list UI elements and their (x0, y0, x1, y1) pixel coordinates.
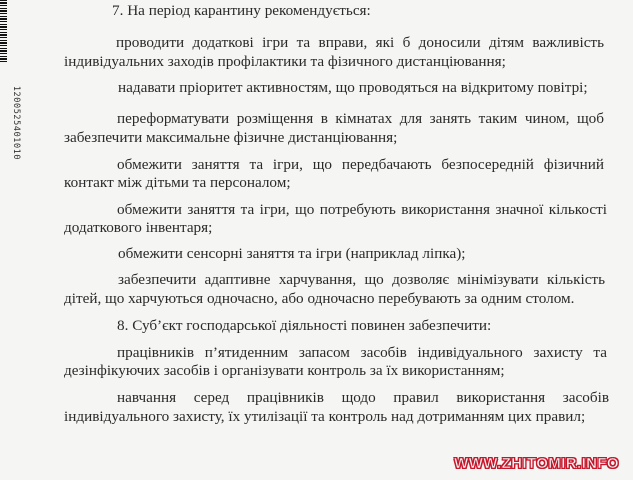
section-8-heading: 8. Суб’єкт господарської діяльності повинен забезпечити: (117, 317, 492, 334)
paragraph-line: дітей, що харчуються одночасно, або одночасно перебувають за одним столом. (64, 290, 575, 307)
paragraph-line: переформатувати розміщення в кімнатах для занять таким чином, щоб (117, 110, 604, 127)
barcode (0, 0, 7, 64)
paragraph-line: додаткового інвентаря; (64, 219, 213, 236)
paragraph-line: обмежити заняття та ігри, що потребують використання значної кількості (117, 201, 607, 218)
paragraph-line: забезпечити адаптивне харчування, що дозволяє мінімізувати кількість (118, 271, 605, 288)
barcode-number: 1200525401010 (11, 85, 21, 161)
paragraph-line: забезпечити максимальне фізичне дистанціювання; (64, 129, 398, 146)
paragraph-line: контакт між дітьми та персоналом; (64, 174, 291, 191)
paragraph-line: працівників п’ятиденним запасом засобів індивідуального захисту та (117, 344, 607, 361)
paragraph-line: дезінфікуючих засобів і організувати контроль за їх використанням; (64, 362, 505, 379)
paragraph-line: навчання серед працівників щодо правил використання засобів (117, 389, 609, 406)
site-watermark: WWW.ZHITOMIR.INFO (454, 455, 619, 472)
paragraph-line: індивідуального захисту, їх утилізації та контроль над дотриманням цих правил; (64, 408, 586, 425)
paragraph-line: проводити додаткові ігри та вправи, які б доносили дітям важливість (116, 34, 604, 51)
paragraph-line: надавати пріоритет активностям, що проводяться на відкритому повітрі; (118, 79, 588, 96)
paragraph-line: індивідуальних заходів профілактики та фізичного дистанціювання; (64, 53, 506, 70)
paragraph-line: обмежити сенсорні заняття та ігри (наприклад ліпка); (118, 245, 466, 262)
section-7-heading: 7. На період карантину рекомендується: (112, 2, 371, 19)
paragraph-line: обмежити заняття та ігри, що передбачають безпосередній фізичний (117, 156, 604, 173)
